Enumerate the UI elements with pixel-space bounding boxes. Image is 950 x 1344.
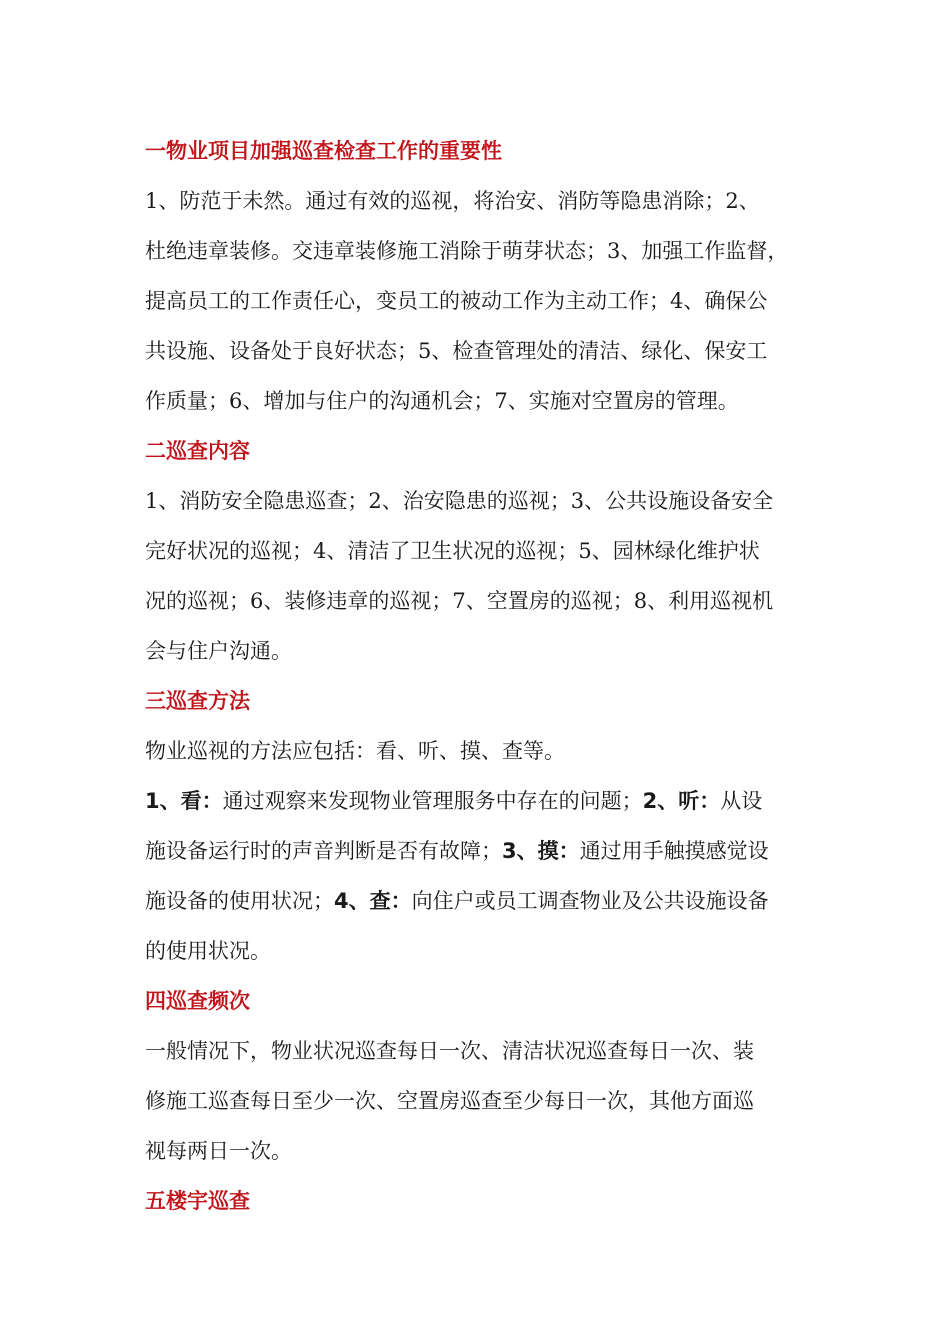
method-label-touch: 3、摸： xyxy=(502,839,580,863)
method-line xyxy=(145,926,825,976)
section-heading-content: 二巡查内容 xyxy=(145,439,250,463)
method-label-listen: 2、听： xyxy=(642,789,721,813)
paragraph-line: 作质量；6、增加与住户的沟通机会；7、实施对空置房的管理。 xyxy=(145,389,739,413)
paragraph-line: 1、防范于未然。通过有效的巡视，将治安、消防等隐患消除；2、 xyxy=(145,189,760,213)
method-text: 的使用状况。 xyxy=(145,939,271,963)
method-text: 通过用手触摸感觉设 xyxy=(579,839,769,863)
section-heading-frequency: 四巡查频次 xyxy=(145,989,250,1013)
paragraph-line: 杜绝违章装修。交违章装修施工消除于萌芽状态；3、加强工作监督， xyxy=(145,239,789,263)
section-heading-building-patrol: 五楼宇巡查 xyxy=(145,1189,250,1213)
document-page xyxy=(145,126,825,1226)
paragraph-line: 修施工巡查每日至少一次、空置房巡查至少每日一次，其他方面巡 xyxy=(145,1089,754,1113)
paragraph-line: 视每两日一次。 xyxy=(145,1139,292,1163)
method-label-check: 4、查： xyxy=(334,889,412,913)
paragraph-line: 会与住户沟通。 xyxy=(145,639,292,663)
paragraph-line: 共设施、设备处于良好状态；5、检查管理处的清洁、绿化、保安工 xyxy=(145,339,768,363)
method-line xyxy=(145,776,825,826)
method-text: 施设备的使用状况； xyxy=(145,889,334,913)
method-text: 向住户或员工调查物业及公共设施设备 xyxy=(411,889,769,913)
method-line xyxy=(145,876,825,926)
method-label-look: 1、看： xyxy=(145,789,223,813)
paragraph-line: 1、消防安全隐患巡查；2、治安隐患的巡视；3、公共设施设备安全 xyxy=(145,489,774,513)
paragraph-line: 完好状况的巡视；4、清洁了卫生状况的巡视；5、园林绿化维护状 xyxy=(145,539,760,563)
method-text: 通过观察来发现物业管理服务中存在的问题； xyxy=(222,789,643,813)
paragraph-line: 况的巡视；6、装修违章的巡视；7、空置房的巡视；8、利用巡视机 xyxy=(145,589,774,613)
paragraph-line: 提高员工的工作责任心，变员工的被动工作为主动工作；4、确保公 xyxy=(145,289,768,313)
method-text: 施设备运行时的声音判断是否有故障； xyxy=(145,839,502,863)
section-heading-method: 三巡查方法 xyxy=(145,689,250,713)
method-text: 从设 xyxy=(720,789,763,813)
paragraph-line: 物业巡视的方法应包括：看、听、摸、查等。 xyxy=(145,739,565,763)
paragraph-line: 一般情况下，物业状况巡查每日一次、清洁状况巡查每日一次、装 xyxy=(145,1039,754,1063)
section-heading-importance: 一物业项目加强巡查检查工作的重要性 xyxy=(145,139,502,163)
method-line xyxy=(145,826,825,876)
